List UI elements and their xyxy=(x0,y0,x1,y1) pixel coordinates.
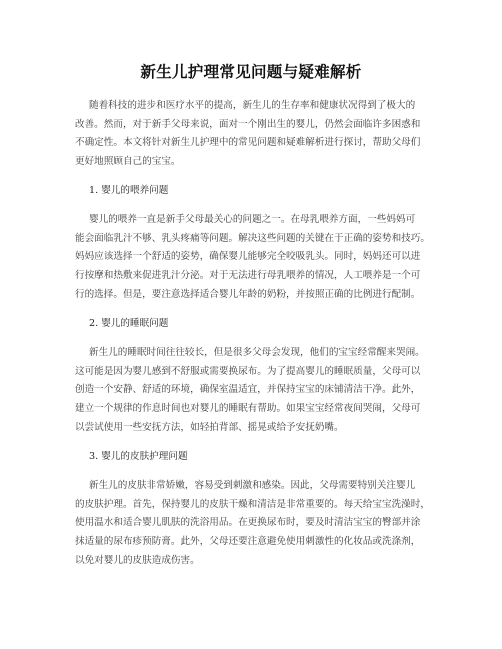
section-heading: 1. 婴儿的喂养问题 xyxy=(89,185,169,196)
paragraph-line: 抹适量的尿布疹预防膏。此外，父母还要注意避免使用刺激性的化妆品或洗涤剂， xyxy=(75,536,421,547)
paragraph-line: 使用温水和适合婴儿肌肤的洗浴用品。在更换尿布时，要及时清洁宝宝的臀部并涂 xyxy=(75,517,421,528)
intro-line: 改善。然而，对于新手父母来说，面对一个刚出生的婴儿，仍然会面临许多困惑和 xyxy=(75,119,421,130)
paragraph-line: 这可能是因为婴儿感到不舒服或需要换尿布。为了提高婴儿的睡眠质量，父母可以 xyxy=(75,366,421,377)
paragraph-line: 建立一个规律的作息时间也对婴儿的睡眠有帮助。如果宝宝经常夜间哭闹，父母可 xyxy=(75,403,421,414)
paragraph-line: 婴儿的喂养一直是新手父母最关心的问题之一。在母乳喂养方面，一些妈妈可 xyxy=(89,214,416,225)
paragraph-line: 以尝试使用一些安抚方法，如轻拍背部、摇晃或给予安抚奶嘴。 xyxy=(75,422,344,433)
paragraph-line: 能会面临乳汁不够、乳头疼痛等问题。解决这些问题的关键在于正确的姿势和技巧。 xyxy=(75,233,430,244)
paragraph-line: 行的选择。但是，要注意选择适合婴儿年龄的奶粉，并按照正确的比例进行配制。 xyxy=(75,289,421,300)
intro-line: 随着科技的进步和医疗水平的提高，新生儿的生存率和健康状况得到了极大的 xyxy=(89,100,416,111)
intro-line: 不确定性。本文将针对新生儿护理中的常见问题和疑难解析进行探讨，帮助父母们 xyxy=(75,137,421,148)
section-heading: 3. 婴儿的皮肤护理问题 xyxy=(89,451,188,462)
paragraph-line: 新生儿的皮肤非常娇嫩，容易受到刺激和感染。因此，父母需要特别关注婴儿 xyxy=(89,480,416,491)
paragraph-line: 的皮肤护理。首先，保持婴儿的皮肤干燥和清洁是非常重要的。每天给宝宝洗澡时， xyxy=(75,499,430,510)
paragraph-line: 以免对婴儿的皮肤造成伤害。 xyxy=(75,555,200,566)
paragraph-line: 妈妈应该选择一个舒适的姿势，确保婴儿能够完全咬吸乳头。同时，妈妈还可以进 xyxy=(75,251,421,262)
section-heading: 2. 婴儿的睡眠问题 xyxy=(89,318,169,329)
paragraph-line: 行按摩和热敷来促进乳汁分泌。对于无法进行母乳喂养的情况，人工喂养是一个可 xyxy=(75,270,421,281)
document-title: 新生儿护理常见问题与疑难解析 xyxy=(140,63,362,81)
paragraph-line: 新生儿的睡眠时间往往较长，但是很多父母会发现，他们的宝宝经常醒来哭闹。 xyxy=(89,347,425,358)
paragraph-line: 创造一个安静、舒适的环境，确保室温适宜，并保持宝宝的床铺清洁干净。此外， xyxy=(75,384,421,395)
intro-line: 更好地照顾自己的宝宝。 xyxy=(75,156,181,167)
